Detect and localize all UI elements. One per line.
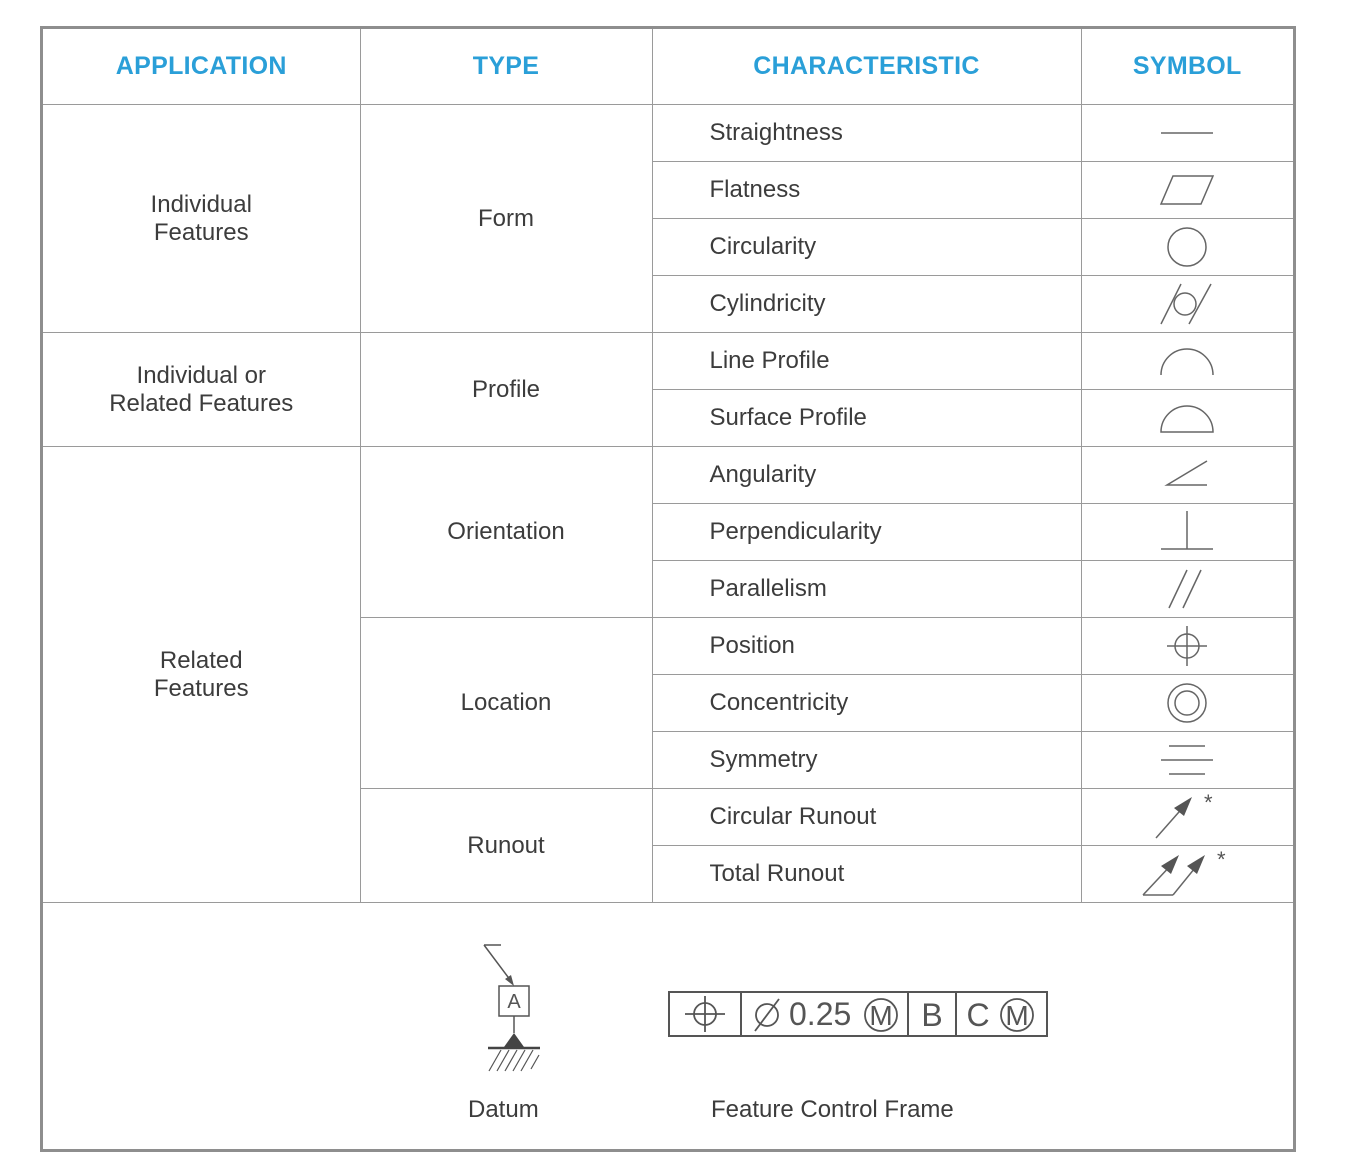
concentricity-icon (1157, 680, 1217, 726)
runout-note-asterisk: * (1217, 849, 1226, 872)
header-type: TYPE (360, 29, 652, 105)
straightness-icon (1157, 113, 1217, 153)
characteristic-position: Position (652, 618, 1081, 675)
characteristic-surface-profile: Surface Profile (652, 390, 1081, 447)
fcf-modifier-letter: M (869, 1000, 893, 1031)
fcf-datum-secondary: C (966, 997, 990, 1033)
characteristic-parallelism: Parallelism (652, 561, 1081, 618)
symmetry-icon (1157, 740, 1217, 780)
cylindricity-icon (1157, 281, 1217, 327)
characteristic-perpendicularity: Perpendicularity (652, 504, 1081, 561)
table-row (43, 333, 1293, 390)
type-label: Location (460, 689, 552, 716)
type-label: Runout (467, 831, 545, 859)
type-runout (360, 789, 652, 903)
type-label: Profile (471, 375, 541, 403)
characteristic-line-profile: Line Profile (652, 333, 1081, 390)
characteristic-total-runout: Total Runout (652, 846, 1081, 903)
feature-control-frame-caption: Feature Control Frame (711, 1096, 954, 1123)
type-location (360, 618, 652, 789)
table-header-row (43, 29, 1293, 105)
gdt-symbols-table (43, 29, 1293, 903)
table-row (43, 447, 1293, 504)
total-runout-icon (1137, 849, 1237, 899)
characteristic-cylindricity: Cylindricity (652, 276, 1081, 333)
line-profile-icon (1157, 341, 1217, 381)
type-orientation (360, 447, 652, 618)
surface-profile-icon (1157, 398, 1217, 438)
application-label: Individual or Related Features (109, 361, 294, 417)
mmc-modifier-icon (865, 999, 897, 1031)
type-form (360, 105, 652, 333)
application-label: Individual Features (150, 190, 252, 246)
circularity-icon (1157, 224, 1217, 270)
runout-note-asterisk: * (1204, 792, 1213, 815)
position-icon (1157, 623, 1217, 669)
characteristic-angularity: Angularity (652, 447, 1081, 504)
type-profile (360, 333, 652, 447)
type-label: Orientation (447, 518, 565, 545)
flatness-icon (1157, 170, 1217, 210)
characteristic-circularity: Circularity (652, 219, 1081, 276)
datum-symbol-icon (477, 941, 549, 1077)
angularity-icon (1157, 455, 1217, 495)
fcf-datum-primary: B (921, 997, 943, 1033)
position-icon (685, 996, 725, 1032)
feature-control-frame (668, 991, 1048, 1037)
header-application: APPLICATION (43, 29, 360, 105)
application-label: Related Features (153, 646, 249, 702)
table-row (43, 105, 1293, 162)
application-related-features (43, 447, 360, 903)
datum-letter: A (507, 991, 521, 1013)
type-label: Form (478, 204, 534, 232)
perpendicularity-icon (1157, 509, 1217, 555)
application-individual-or-related-features (43, 333, 360, 447)
characteristic-straightness: Straightness (652, 105, 1081, 162)
characteristic-flatness: Flatness (652, 162, 1081, 219)
characteristic-circular-runout: Circular Runout (652, 789, 1081, 846)
fcf-tolerance-value: 0.25 (789, 996, 852, 1032)
examples-section (43, 915, 1293, 1149)
datum-caption: Datum (468, 1096, 539, 1123)
parallelism-icon (1157, 566, 1217, 612)
application-individual-features (43, 105, 360, 333)
header-characteristic: CHARACTERISTIC (652, 29, 1081, 105)
gdt-reference-chart (40, 26, 1296, 1152)
diameter-icon (755, 999, 779, 1031)
characteristic-concentricity: Concentricity (652, 675, 1081, 732)
circular-runout-icon (1142, 792, 1232, 842)
characteristic-symmetry: Symmetry (652, 732, 1081, 789)
header-symbol: SYMBOL (1081, 29, 1293, 105)
fcf-secondary-modifier-letter: M (1005, 1000, 1029, 1031)
mmc-modifier-icon (1001, 999, 1033, 1031)
